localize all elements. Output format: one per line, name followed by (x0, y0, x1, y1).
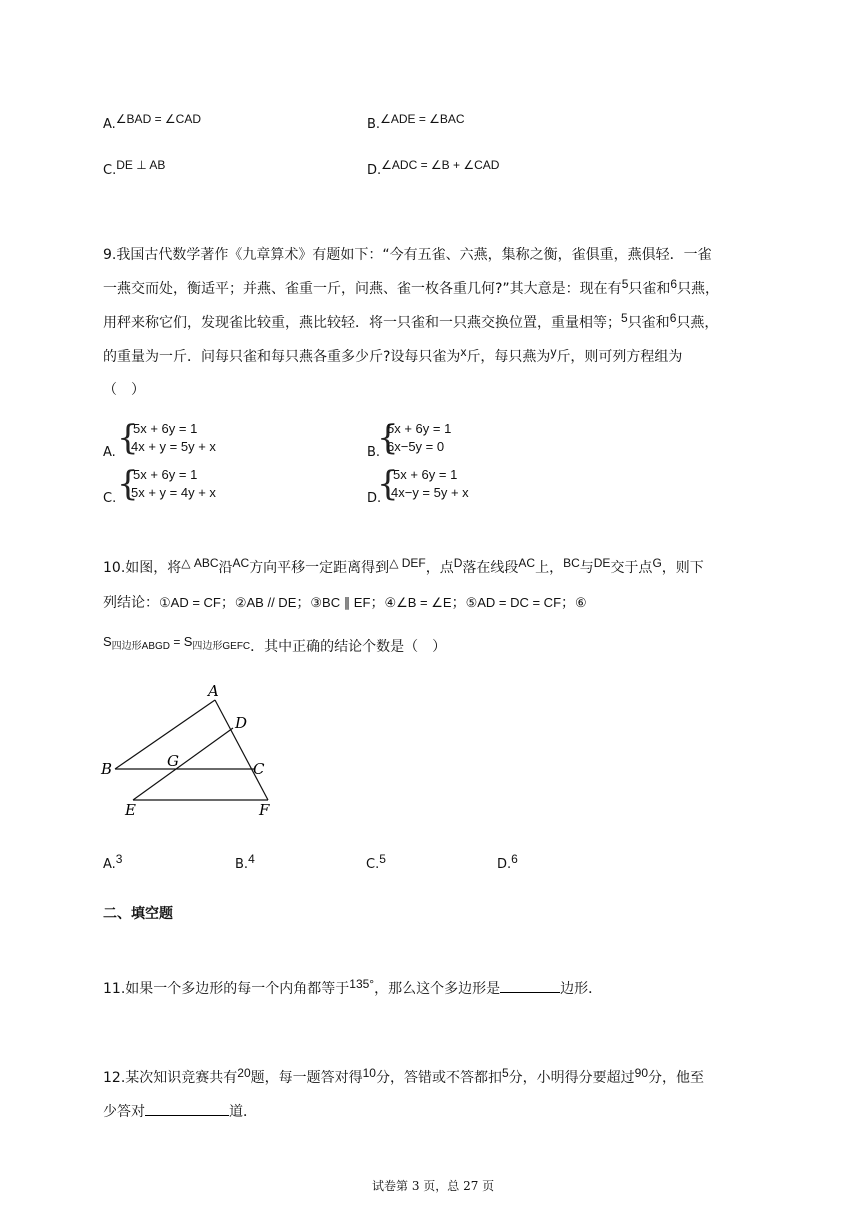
q10-line-1: 10.如图，将△ ABC沿AC方向平移一定距离得到△ DEF，点D落在线段AC上，BC与DE交于点G，则下 (103, 556, 704, 576)
q9-line-2: 一燕交而处，衡适平；并燕、雀重一斤，问燕、雀一枚各重几何?”其大意是：现在有5只雀和6只燕， (103, 277, 720, 297)
page-footer: 试卷第 3 页，总 27 页 (372, 1179, 495, 1193)
q10-line-2: 列结论：①AD = CF；②AB // DE；③BC ∥ EF；④∠B = ∠E；⑤AD = DC = CF；⑥ (103, 595, 587, 611)
segment-ab (115, 700, 215, 769)
q8-option-d: D.∠ADC = ∠B + ∠CAD (367, 158, 500, 178)
q12-line-1: 12.某次知识竞赛共有20题，每一题答对得10分，答错或不答都扣5分，小明得分要超过90分，他至 (103, 1066, 705, 1086)
point-e-label: E (125, 801, 136, 819)
q11-text: 11.如果一个多边形的每一个内角都等于135°，那么这个多边形是 边形． (103, 977, 603, 997)
q12-answer-blank[interactable] (145, 1101, 229, 1116)
q8-option-a: A.∠BAD = ∠CAD (103, 112, 201, 132)
section-fill-in-blank-title: 二、填空题 (103, 906, 173, 922)
segment-de (133, 728, 233, 800)
point-g-label: G (167, 752, 179, 770)
q8-option-c: C.DE ⊥ AB (103, 158, 166, 178)
q9-line-1: 9.我国古代数学著作《九章算术》有题如下：“今有五雀、六燕，集称之衡，雀俱重，燕俱轻．一雀 (103, 247, 712, 263)
q12-line-2: 少答对 道． (103, 1096, 257, 1129)
q10-option-b: B.4 (235, 852, 255, 872)
q10-option-d: D.6 (497, 852, 518, 872)
q11-answer-blank[interactable] (500, 978, 560, 993)
point-a-label: A (208, 682, 219, 700)
point-b-label: B (101, 760, 113, 778)
q10-option-a: A.3 (103, 852, 123, 872)
point-f-label: F (259, 801, 270, 819)
q10-geometry-figure (95, 680, 295, 825)
q9-line-3: 用秤来称它们，发现雀比较重，燕比较轻．将一只雀和一只燕交换位置，重量相等；5只雀和6只燕， (103, 311, 719, 331)
q9-line-4: 的重量为一斤．问每只雀和每只燕各重多少斤?设每只雀为x斤，每只燕为y斤，则可列方程组为 (103, 345, 683, 365)
q9-answer-paren: （ ） (103, 382, 145, 398)
q10-option-c: C.5 (366, 852, 386, 872)
q8-option-b: B.∠ADE = ∠BAC (367, 112, 465, 132)
q10-line-3: S四边形ABGD = S四边形GEFC．其中正确的结论个数是（ ） (103, 634, 447, 655)
point-d-label: D (235, 714, 248, 732)
point-c-label: C (253, 760, 265, 778)
